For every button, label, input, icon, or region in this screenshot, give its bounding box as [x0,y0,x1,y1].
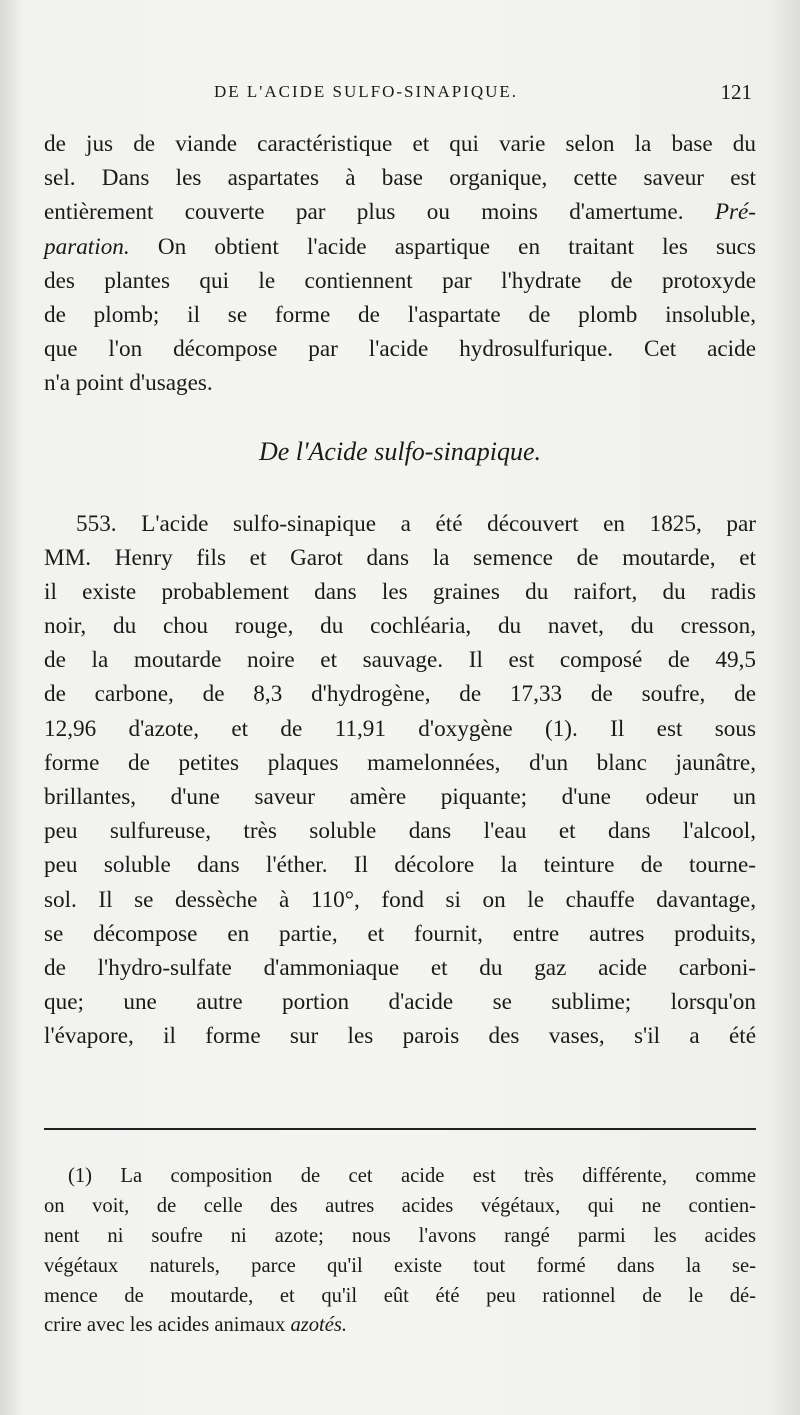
footnote-line: on voit, de celle des autres acides végétaux, qui ne contien- [44,1194,756,1217]
text-line: l'évapore, il forme sur les parois des vases, s'il a été [44,1023,756,1050]
text-line: n'a point d'usages. [44,370,213,397]
text-line: se décompose en partie, et fournit, entre autres produits, [44,920,756,947]
text-line: forme de petites plaques mamelonnées, d'un blanc jaunâtre, [44,749,756,776]
text-line: de la moutarde noire et sauvage. Il est composé de 49,5 [44,647,756,674]
text-line: que; une autre portion d'acide se sublime; lorsqu'on [44,989,756,1016]
text-line: sol. Il se dessèche à 110°, fond si on le chauffe davantage, [44,886,756,913]
text-line: que l'on décompose par l'acide hydrosulfurique. Cet acide [44,336,756,363]
text-line: 553. L'acide sulfo-sinapique a été découvert en 1825, par [76,510,756,537]
text-line: il existe probablement dans les graines du raifort, du radis [44,578,756,605]
footnote-line: (1) La composition de cet acide est très différente, comme [68,1165,756,1187]
footnote [44,1162,756,1341]
text-line: sel. Dans les aspartates à base organique, cette saveur est [44,165,756,192]
text-line: noir, du chou rouge, du cochléaria, du navet, du cresson, [44,613,756,640]
text-line: peu sulfureuse, très soluble dans l'eau et dans l'alcool, [44,818,756,845]
body-text [44,127,756,1054]
running-title: DE L'ACIDE SULFO-SINAPIQUE. [214,82,519,101]
text-line [44,230,756,264]
running-head [44,78,756,108]
text-line: 12,96 d'azote, et de 11,91 d'oxygène (1). Il est sous [44,715,756,742]
text-line: des plantes qui le contiennent par l'hydrate de protoxyde [44,267,756,294]
text-line-segment: crire avec les acides animaux [44,1314,286,1337]
footnote-rule [44,1128,756,1130]
text-line: de carbone, de 8,3 d'hydrogène, de 17,33 de soufre, de [44,681,756,708]
text-line: de plomb; il se forme de l'aspartate de plomb insoluble, [44,301,756,328]
text-line-segment: entièrement couverte par plus ou moins d'amertume. [44,199,684,226]
paragraph-aspartic-acid [44,127,756,401]
text-line: MM. Henry fils et Garot dans la semence de moutarde, et [44,544,756,571]
page-number: 121 [720,80,752,104]
section-heading: De l'Acide sulfo-sinapique. [258,436,542,466]
footnote-line: végétaux naturels, parce qu'il existe tout formé dans la se- [44,1254,756,1277]
footnote-line: nent ni soufre ni azote; nous l'avons rangé parmi les acides [44,1224,756,1247]
text-line: brillantes, d'une saveur amère piquante; d'une odeur un [44,784,756,810]
text-line [44,195,756,229]
text-line: de jus de viande caractéristique et qui varie selon la base du [44,131,756,157]
text-line-segment: On obtient l'acide aspartique en traitant les sucs [129,233,756,260]
italic-word: Pré- [714,199,757,226]
text-line: peu soluble dans l'éther. Il décolore la teinture de tourne- [44,852,756,879]
footnote-line: mence de moutarde, et qu'il eût été peu rationnel de le dé- [44,1284,756,1307]
paragraph-sulfo-sinapic-acid [44,507,756,1054]
text-line: de l'hydro-sulfate d'ammoniaque et du gaz acide carboni- [44,954,756,981]
footnote-line [44,1311,756,1341]
italic-word: azotés. [290,1314,348,1337]
italic-word: paration. [44,233,130,260]
